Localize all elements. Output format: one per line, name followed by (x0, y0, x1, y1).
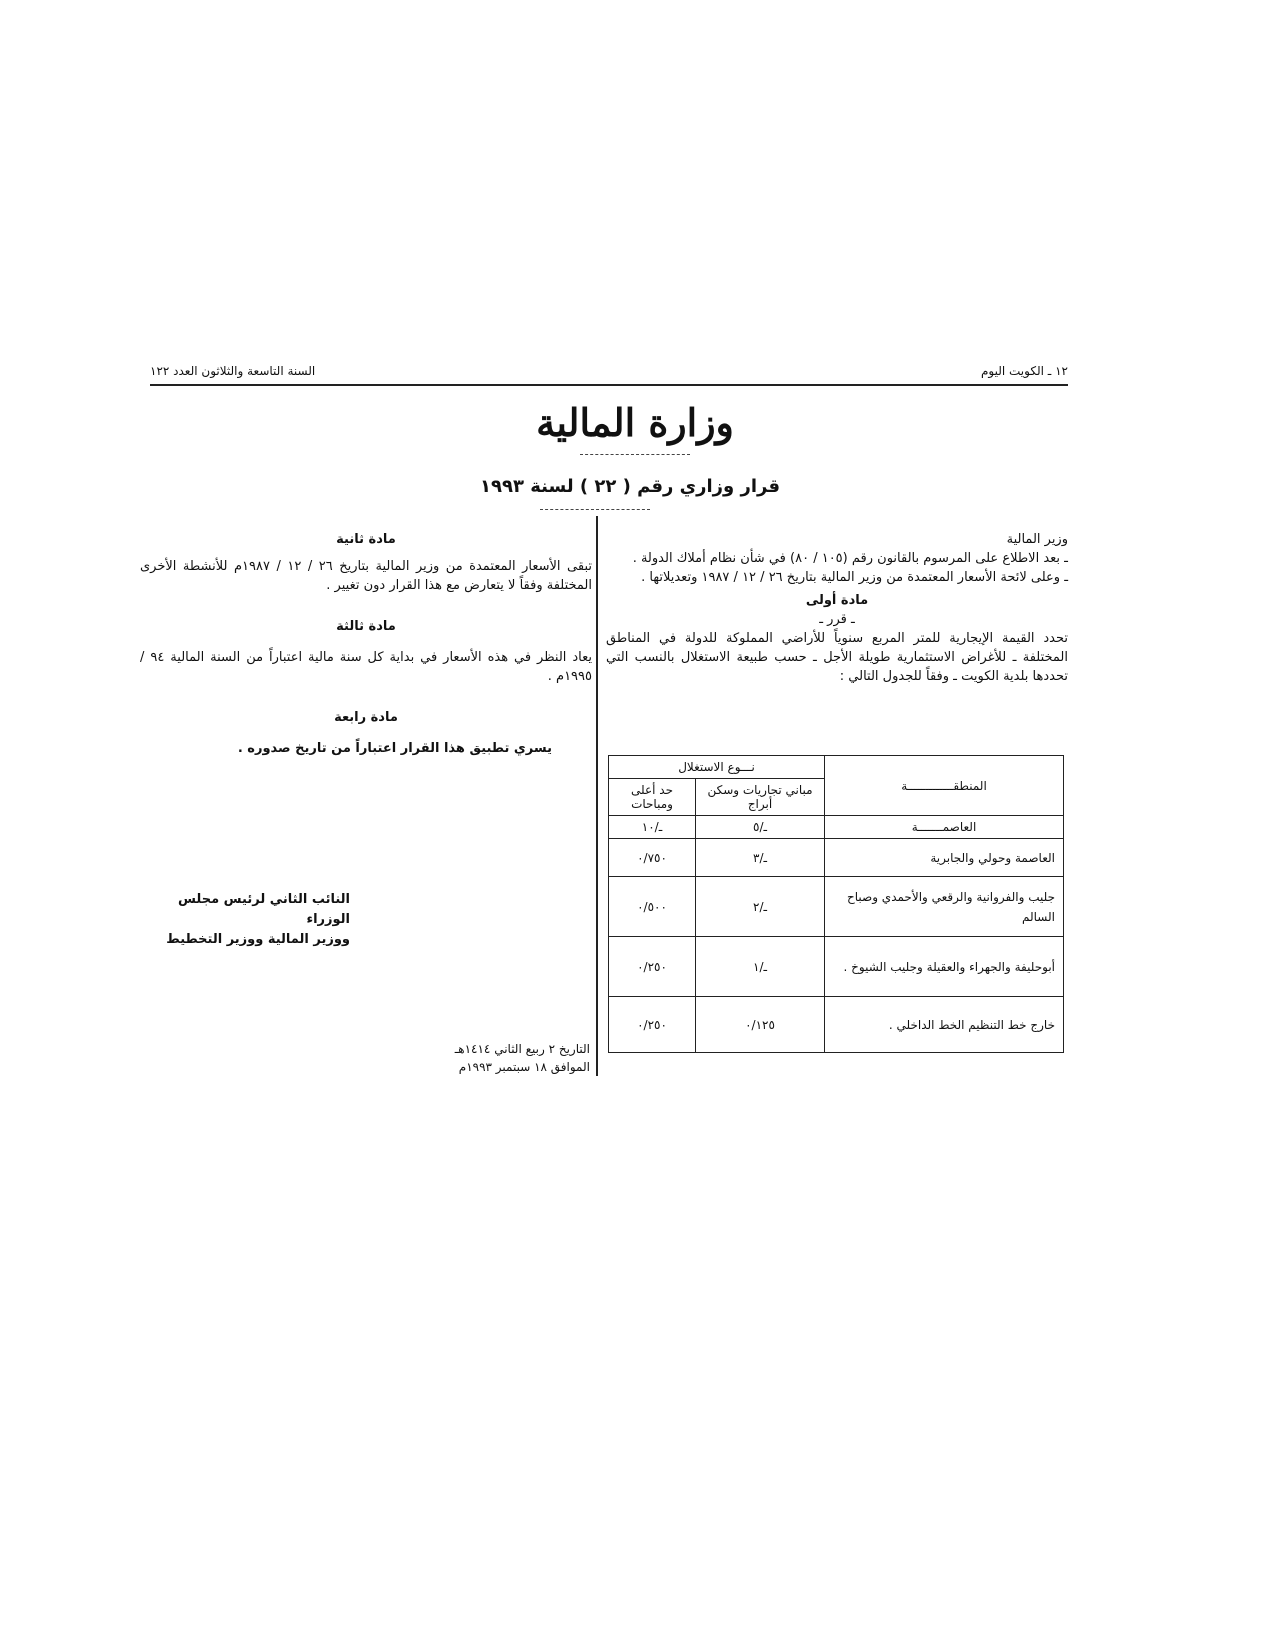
table-cell-area: خارج خط التنظيم الخط الداخلي . (825, 997, 1064, 1053)
article4-text: يسري تطبيق هذا القرار اعتباراً من تاريخ صدوره . (237, 741, 552, 756)
article2-heading: مادة ثانية (336, 532, 396, 547)
article1-heading: مادة أولى (805, 593, 869, 608)
signature-block (150, 890, 350, 950)
table-row (609, 816, 1064, 839)
ministry-title: وزارة المالية (536, 400, 734, 445)
article3-text: يعاد النظر في هذه الأسعار في بداية كل سنة مالية اعتباراً من السنة المالية ٩٤ / ١٩٩٥م . (140, 650, 592, 684)
page-header (150, 364, 1068, 386)
table-row (609, 997, 1064, 1053)
table-cell-a: ـ/٢ (696, 877, 825, 937)
header-area: المنطقـــــــــــــة (825, 756, 1064, 816)
left-column (140, 530, 592, 758)
ornament-divider (540, 509, 650, 510)
table-cell-area: العاصمة وحولي والجابرية (825, 839, 1064, 877)
table-row (609, 839, 1064, 877)
article1-text: تحدد القيمة الإيجارية للمتر المربع سنوياً للأراضي المملوكة للدولة في المناطق المختلفة ـ للأغراض الاستثمارية طويلة الأجل ـ حسب طبيعة الاستغلال بالنسب التي تحددها بلدية الكويت ـ وفقاً للجدول التالي : (606, 631, 1068, 684)
table-cell-area: أبوحليفة والجهراء والعقيلة وجليب الشيوخ . (825, 937, 1064, 997)
ornament-divider (580, 454, 690, 455)
table-cell-a: ـ/٥ (696, 816, 825, 839)
table-cell-a: ـ/١ (696, 937, 825, 997)
table-cell-b: ٠/٥٠٠ (609, 877, 696, 937)
table-cell-b: ـ/١٠ (609, 816, 696, 839)
signature-line-2: ووزير المالية ووزير التخطيط (166, 932, 350, 947)
issuer: وزير المالية (1006, 532, 1068, 547)
table-cell-b: ٠/٧٥٠ (609, 839, 696, 877)
article2-text: تبقى الأسعار المعتمدة من وزير المالية بتاريخ ٢٦ / ١٢ / ١٩٨٧م للأنشطة الأخرى المختلفة وفقاً لا يتعارض مع هذا القرار دون تغيير . (140, 559, 592, 593)
date-gregorian: الموافق ١٨ سبتمبر ١٩٩٣م (458, 1060, 590, 1074)
table-cell-area: جليب والفروانية والرقعي والأحمدي وصباح السالم (825, 877, 1064, 937)
date-block (400, 1040, 590, 1076)
table-cell-a: ـ/٣ (696, 839, 825, 877)
preamble-2: ـ وعلى لائحة الأسعار المعتمدة من وزير المالية بتاريخ ٢٦ / ١٢ / ١٩٨٧ وتعديلاتها . (641, 570, 1068, 585)
table-cell-a: ٠/١٢٥ (696, 997, 825, 1053)
table-cell-b: ٠/٢٥٠ (609, 997, 696, 1053)
preamble-1: ـ بعد الاطلاع على المرسوم بالقانون رقم (١٠٥ / ٨٠) في شأن نظام أملاك الدولة . (632, 551, 1068, 566)
header-usage: نـــوع الاستغلال (609, 756, 825, 779)
date-hijri: التاريخ ٢ ربيع الثاني ١٤١٤هـ (454, 1042, 590, 1056)
table-cell-area: العاصمـــــــة (825, 816, 1064, 839)
table-cell-b: ٠/٢٥٠ (609, 937, 696, 997)
header-page-number: ١٢ ـ الكويت اليوم (980, 364, 1068, 378)
right-column (606, 530, 1068, 686)
article4-heading: مادة رابعة (334, 710, 398, 725)
table-row (609, 877, 1064, 937)
decree-title: قرار وزاري رقم ( ٢٢ ) لسنة ١٩٩٣ (480, 476, 780, 497)
column-divider (596, 516, 598, 1076)
table-row (609, 937, 1064, 997)
header-col-b: حد أعلى ومباحات (609, 779, 696, 816)
decides-label: ـ قرر ـ (819, 612, 855, 627)
header-issue-info: السنة التاسعة والثلاثون العدد ١٢٢ (150, 364, 316, 378)
header-col-a: مباني تجاريات وسكن أبراج (696, 779, 825, 816)
signature-line-1: النائب الثاني لرئيس مجلس الوزراء (178, 892, 350, 927)
rates-table (608, 755, 1064, 1053)
article3-heading: مادة ثالثة (336, 619, 396, 634)
